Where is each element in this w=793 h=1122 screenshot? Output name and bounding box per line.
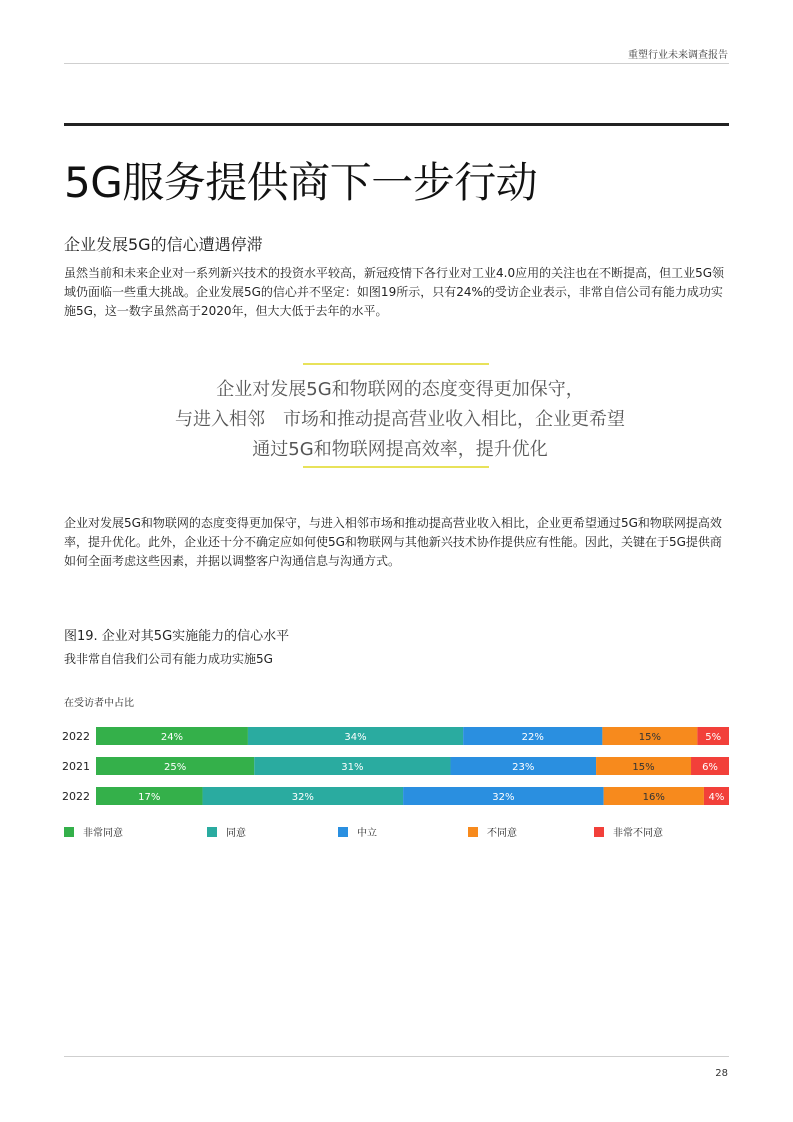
quote-bottom-rule (303, 466, 489, 468)
body-paragraph-2: 企业对发展5G和物联网的态度变得更加保守，与进入相邻市场和推动提高营业收入相比，企业更希望通过5G和物联网提高效率，提升优化。此外，企业还十分不确定应如何使5G和物联网与其他新兴技术协作提供应有性能。因此，关键在于5G提供商如何全面考虑这些因素，并据以调整客户沟通信息与沟通方式。 (64, 516, 722, 568)
bar-data-label: 16% (642, 792, 665, 803)
stacked-bar-chart (56, 715, 736, 815)
pull-quote-line-2: 与进入相邻 市场和推动提高营业收入相比，企业更希望 (175, 409, 625, 430)
quote-top-rule (303, 363, 489, 365)
bar-data-label: 5% (705, 732, 722, 743)
legend-label: 不同意 (487, 828, 517, 839)
legend-item (594, 824, 663, 839)
bar-data-label: 25% (164, 762, 187, 773)
pull-quote-line-1: 企业对发展5G和物联网的态度变得更加保守， (216, 379, 584, 400)
figure-subtitle: 我非常自信我们公司有能力成功实施5G (64, 652, 273, 666)
legend-swatch (64, 827, 74, 837)
legend-item (207, 824, 246, 839)
legend-item (468, 824, 517, 839)
bar-data-label: 15% (632, 762, 655, 773)
legend-swatch (468, 827, 478, 837)
bar-data-label: 24% (160, 732, 184, 743)
legend-item (338, 824, 377, 839)
title-rule (64, 123, 729, 126)
pull-quote-line-3: 通过5G和物联网提高效率，提升优化 (252, 439, 548, 460)
bar-data-label: 23% (512, 762, 535, 773)
bar-data-label: 17% (138, 792, 161, 803)
legend-label: 非常不同意 (613, 828, 663, 839)
bar-data-label: 32% (492, 792, 515, 803)
bar-data-label: 4% (708, 792, 725, 803)
section-subtitle: 企业发展5G的信心遭遇停滞 (64, 235, 263, 254)
chart-axis-label: 在受访者中占比 (64, 698, 134, 709)
bar-data-label: 22% (521, 732, 544, 743)
pull-quote (100, 375, 700, 465)
bar-data-label: 15% (638, 732, 661, 743)
footer-divider (64, 1056, 729, 1057)
legend-item (64, 824, 123, 839)
bar-data-label: 32% (291, 792, 314, 803)
legend-label: 中立 (357, 828, 377, 839)
chart-legend (64, 824, 704, 838)
figure-title: 图19. 企业对其5G实施能力的信心水平 (64, 629, 290, 644)
bar-data-label: 31% (341, 762, 364, 773)
page-title: 5G服务提供商下一步行动 (64, 158, 538, 207)
legend-swatch (594, 827, 604, 837)
legend-swatch (207, 827, 217, 837)
page-number: 28 (715, 1068, 728, 1079)
body-paragraph-1: 虽然当前和未来企业对一系列新兴技术的投资水平较高，新冠疫情下各行业对工业4.0应用的关注也在不断提高，但工业5G领域仍面临一些重大挑战。企业发展5G的信心并不坚定：如图19所示，只有24%的受访企业表示，非常自信公司有能力成功实施5G，这一数字虽然高于2020年，但大大低于去年的水平。 (64, 266, 725, 318)
legend-label: 非常同意 (83, 828, 123, 839)
y-category-label: 2021 (62, 760, 90, 773)
legend-swatch (338, 827, 348, 837)
legend-label: 同意 (226, 828, 246, 839)
bar-data-label: 34% (344, 732, 367, 743)
running-header: 重塑行业未来调查报告 (628, 50, 728, 61)
y-category-label: 2022 (62, 790, 90, 803)
y-category-label: 2022 (62, 730, 90, 743)
bar-data-label: 6% (702, 762, 718, 773)
header-divider (64, 63, 729, 64)
